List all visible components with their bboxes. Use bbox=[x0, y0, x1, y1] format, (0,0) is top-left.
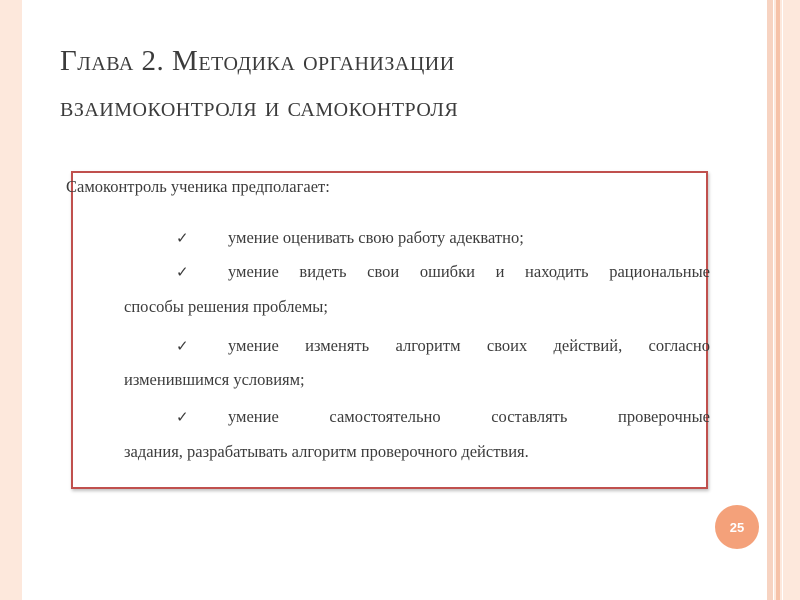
checkmark-icon: ✓ bbox=[176, 408, 189, 426]
slide-title-line2: взаимоконтроля и самоконтроля bbox=[60, 91, 459, 123]
list-item-4: умение самостоятельно составлять проверочные bbox=[228, 407, 710, 426]
intro-text: Самоконтроль ученика предполагает: bbox=[66, 177, 330, 196]
checkmark-icon: ✓ bbox=[176, 337, 189, 355]
list-item-3: умение изменять алгоритм своих действий, согласно bbox=[228, 336, 710, 355]
list-item-4-continuation: задания, разрабатывать алгоритм проверочного действия. bbox=[124, 442, 529, 461]
checkmark-icon: ✓ bbox=[176, 263, 189, 281]
left-decoration bbox=[0, 0, 22, 600]
right-decoration-stripes bbox=[767, 0, 800, 600]
page-number-badge bbox=[715, 505, 759, 549]
slide-title bbox=[60, 38, 740, 130]
list-item-1: умение оценивать свою работу адекватно; bbox=[228, 228, 524, 247]
page-number: 25 bbox=[729, 519, 745, 535]
list-item-2-continuation: способы решения проблемы; bbox=[124, 297, 328, 316]
slide-title-line1: Глава 2. Методика организации bbox=[60, 45, 455, 77]
list-item-2: умение видеть свои ошибки и находить рациональные bbox=[228, 262, 710, 281]
list-item-3-continuation: изменившимся условиям; bbox=[124, 370, 305, 389]
checkmark-icon: ✓ bbox=[176, 229, 189, 247]
